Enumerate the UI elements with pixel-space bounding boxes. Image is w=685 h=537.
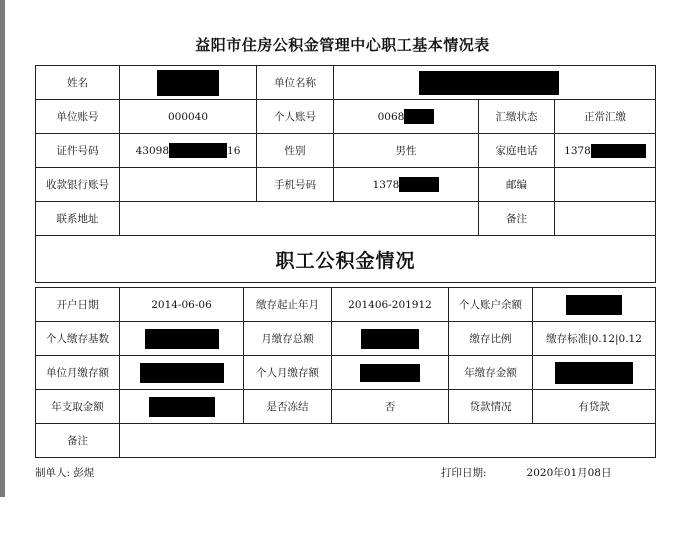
id-number-suffix: 16 bbox=[227, 144, 241, 157]
table-row bbox=[36, 322, 656, 356]
postcode-label: 邮编 bbox=[479, 168, 555, 202]
table-row bbox=[36, 100, 656, 134]
preparer-name: 彭煋 bbox=[73, 467, 95, 479]
ratio-label: 缴存比例 bbox=[449, 322, 533, 356]
balance-value bbox=[533, 288, 656, 322]
preparer-line bbox=[35, 465, 94, 480]
personal-monthly-value bbox=[332, 356, 449, 390]
document-title: 益阳市住房公积金管理中心职工基本情况表 bbox=[195, 36, 490, 54]
redaction-block bbox=[566, 295, 622, 315]
id-number-label: 证件号码 bbox=[36, 134, 120, 168]
remark-value bbox=[555, 202, 656, 236]
fund-remark-label: 备注 bbox=[36, 424, 120, 458]
name-label: 姓名 bbox=[36, 66, 120, 100]
redaction-block bbox=[140, 363, 224, 383]
home-phone-prefix: 1378 bbox=[564, 144, 591, 157]
redaction-block bbox=[399, 177, 439, 192]
mobile-label: 手机号码 bbox=[257, 168, 334, 202]
home-phone-label: 家庭电话 bbox=[479, 134, 555, 168]
table-row bbox=[36, 202, 656, 236]
personal-account-value bbox=[334, 100, 479, 134]
unit-monthly-label: 单位月缴存额 bbox=[36, 356, 120, 390]
personal-account-prefix: 0068 bbox=[377, 110, 405, 123]
basic-info-table bbox=[35, 65, 656, 283]
base-value bbox=[120, 322, 244, 356]
ratio-value: 缴存标准|0.12|0.12 bbox=[533, 322, 656, 356]
annual-withdraw-label: 年支取金额 bbox=[36, 390, 120, 424]
table-row bbox=[36, 66, 656, 100]
redaction-block bbox=[404, 109, 434, 124]
table-row bbox=[36, 236, 656, 283]
table-row bbox=[36, 356, 656, 390]
redaction-block bbox=[157, 70, 219, 96]
balance-label: 个人账户余额 bbox=[449, 288, 533, 322]
open-date-value: 2014-06-06 bbox=[120, 288, 244, 322]
print-date-value: 2020年01月08日 bbox=[526, 467, 612, 479]
monthly-total-value bbox=[332, 322, 449, 356]
address-value bbox=[120, 202, 479, 236]
bank-account-value bbox=[120, 168, 257, 202]
print-date-label: 打印日期: bbox=[441, 467, 487, 479]
redaction-block bbox=[591, 144, 646, 158]
redaction-block bbox=[419, 71, 559, 95]
pay-period-label: 缴存起止年月 bbox=[244, 288, 332, 322]
table-row bbox=[36, 168, 656, 202]
gender-label: 性别 bbox=[257, 134, 334, 168]
id-number-prefix: 43098 bbox=[135, 144, 170, 157]
redaction-block bbox=[169, 143, 227, 158]
gender-value: 男性 bbox=[334, 134, 479, 168]
redaction-block bbox=[360, 364, 420, 382]
info-sheet bbox=[35, 65, 655, 455]
unit-name-label: 单位名称 bbox=[257, 66, 334, 100]
unit-account-value: 000040 bbox=[120, 100, 257, 134]
redaction-block bbox=[145, 329, 219, 349]
mobile-prefix: 1378 bbox=[372, 178, 400, 191]
monthly-total-label: 月缴存总额 bbox=[244, 322, 332, 356]
table-row bbox=[36, 390, 656, 424]
table-row bbox=[36, 134, 656, 168]
frozen-value: 否 bbox=[332, 390, 449, 424]
fund-info-table bbox=[35, 287, 656, 458]
loan-label: 贷款情况 bbox=[449, 390, 533, 424]
open-date-label: 开户日期 bbox=[36, 288, 120, 322]
section-title: 职工公积金情况 bbox=[36, 236, 656, 283]
unit-name-value bbox=[334, 66, 656, 100]
id-number-value bbox=[120, 134, 257, 168]
unit-account-label: 单位账号 bbox=[36, 100, 120, 134]
name-value bbox=[120, 66, 257, 100]
annual-withdraw-value bbox=[120, 390, 244, 424]
page-edge-bar bbox=[0, 0, 5, 497]
personal-monthly-label: 个人月缴存额 bbox=[244, 356, 332, 390]
mobile-value bbox=[334, 168, 479, 202]
base-label: 个人缴存基数 bbox=[36, 322, 120, 356]
remark-label: 备注 bbox=[479, 202, 555, 236]
redaction-block bbox=[149, 397, 215, 417]
address-label: 联系地址 bbox=[36, 202, 120, 236]
pay-period-value: 201406-201912 bbox=[332, 288, 449, 322]
payment-status-value: 正常汇缴 bbox=[555, 100, 656, 134]
loan-value: 有贷款 bbox=[533, 390, 656, 424]
table-row bbox=[36, 288, 656, 322]
bank-account-label: 收款银行账号 bbox=[36, 168, 120, 202]
annual-value bbox=[533, 356, 656, 390]
fund-remark-value bbox=[120, 424, 656, 458]
payment-status-label: 汇缴状态 bbox=[479, 100, 555, 134]
personal-account-label: 个人账号 bbox=[257, 100, 334, 134]
print-date-line bbox=[441, 465, 612, 480]
home-phone-value bbox=[555, 134, 656, 168]
preparer-label: 制单人: bbox=[35, 467, 71, 479]
frozen-label: 是否冻结 bbox=[244, 390, 332, 424]
postcode-value bbox=[555, 168, 656, 202]
redaction-block bbox=[361, 329, 419, 349]
annual-label: 年缴存金额 bbox=[449, 356, 533, 390]
table-row bbox=[36, 424, 656, 458]
unit-monthly-value bbox=[120, 356, 244, 390]
redaction-block bbox=[555, 362, 633, 384]
